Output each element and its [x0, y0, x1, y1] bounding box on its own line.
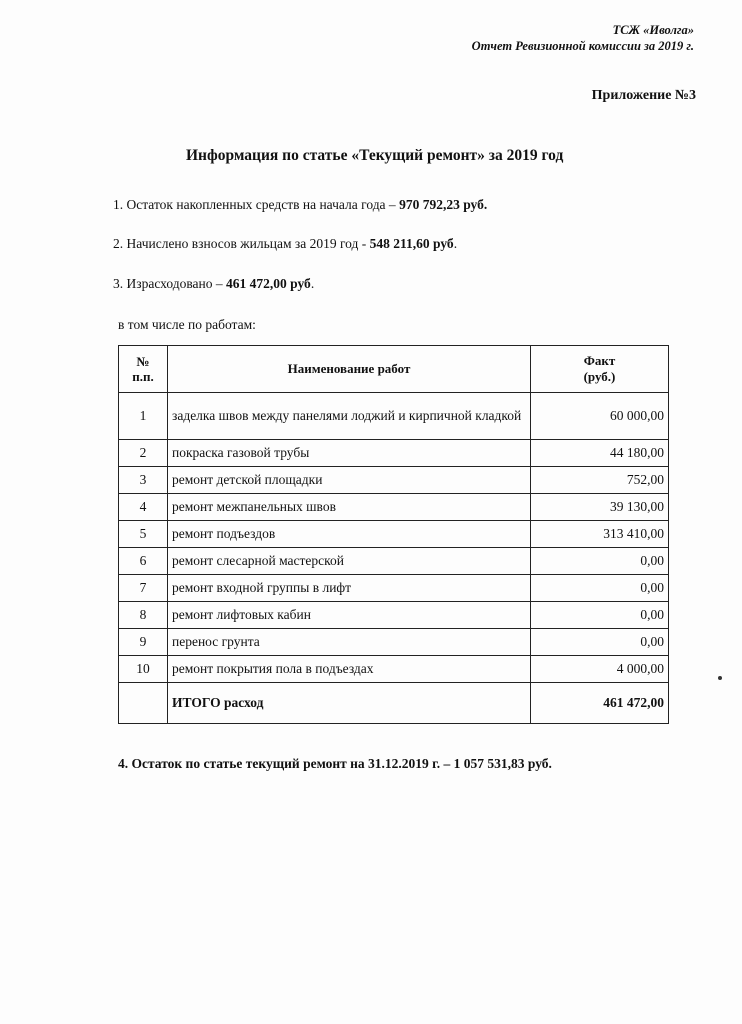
including-label: в том числе по работам: — [118, 317, 256, 332]
row-fact: 752,00 — [531, 467, 669, 494]
item-opening-balance — [113, 197, 487, 213]
total-value: 461 472,00 — [531, 683, 669, 724]
row-number: 9 — [119, 629, 168, 656]
row-fact: 0,00 — [531, 602, 669, 629]
table-row — [119, 494, 669, 521]
document-title: Информация по статье «Текущий ремонт» за 2019 год — [186, 147, 564, 164]
report-title: Отчет Ревизионной комиссии за 2019 г. — [471, 39, 694, 53]
table-total-row — [119, 683, 669, 724]
row-number: 3 — [119, 467, 168, 494]
row-number: 5 — [119, 521, 168, 548]
row-number: 1 — [119, 393, 168, 440]
scan-speck — [718, 676, 722, 680]
row-fact: 4 000,00 — [531, 656, 669, 683]
table-row — [119, 393, 669, 440]
row-name: перенос грунта — [168, 629, 531, 656]
row-fact: 60 000,00 — [531, 393, 669, 440]
row-fact: 0,00 — [531, 575, 669, 602]
row-name: заделка швов между панелями лоджий и кирпичной кладкой — [168, 393, 531, 440]
row-number: 2 — [119, 440, 168, 467]
table-row — [119, 521, 669, 548]
row-fact: 44 180,00 — [531, 440, 669, 467]
remainder-line: 4. Остаток по статье текущий ремонт на 31.12.2019 г. – 1 057 531,83 руб. — [118, 756, 552, 771]
row-number: 8 — [119, 602, 168, 629]
table-row — [119, 440, 669, 467]
appendix-label: Приложение №3 — [591, 88, 696, 103]
item-value: 461 472,00 руб — [226, 276, 311, 291]
total-number-cell — [119, 683, 168, 724]
row-number: 4 — [119, 494, 168, 521]
table-row — [119, 656, 669, 683]
item-value: 548 211,60 руб — [369, 236, 454, 251]
row-fact: 0,00 — [531, 548, 669, 575]
table-row — [119, 602, 669, 629]
works-table — [118, 345, 669, 724]
row-name: ремонт межпанельных швов — [168, 494, 531, 521]
header-fact: Факт (руб.) — [531, 346, 669, 393]
row-fact: 0,00 — [531, 629, 669, 656]
row-name: ремонт покрытия пола в подъездах — [168, 656, 531, 683]
table-row — [119, 629, 669, 656]
item-label: 2. Начислено взносов жильцам за 2019 год - — [113, 236, 370, 251]
row-name: ремонт детской площадки — [168, 467, 531, 494]
item-value: 970 792,23 руб. — [399, 197, 488, 212]
header-name: Наименование работ — [168, 346, 531, 393]
row-name: ремонт входной группы в лифт — [168, 575, 531, 602]
row-name: ремонт подъездов — [168, 521, 531, 548]
row-fact: 39 130,00 — [531, 494, 669, 521]
row-name: ремонт слесарной мастерской — [168, 548, 531, 575]
row-number: 6 — [119, 548, 168, 575]
table-header-row — [119, 346, 669, 393]
item-spent: 3. Израсходовано – 461 472,00 руб. — [113, 276, 315, 291]
row-number: 10 — [119, 656, 168, 683]
table-row — [119, 548, 669, 575]
table-row — [119, 467, 669, 494]
row-number: 7 — [119, 575, 168, 602]
row-fact: 313 410,00 — [531, 521, 669, 548]
organization-name: ТСЖ «Иволга» — [612, 23, 694, 37]
total-label: ИТОГО расход — [168, 683, 531, 724]
header-number: № п.п. — [119, 346, 168, 393]
item-label: 1. Остаток накопленных средств на начала года – — [113, 197, 400, 212]
row-name: покраска газовой трубы — [168, 440, 531, 467]
table-row — [119, 575, 669, 602]
item-accrued: 2. Начислено взносов жильцам за 2019 год - 548 211,60 руб. — [113, 236, 458, 251]
row-name: ремонт лифтовых кабин — [168, 602, 531, 629]
item-label: 3. Израсходовано – — [113, 276, 227, 291]
